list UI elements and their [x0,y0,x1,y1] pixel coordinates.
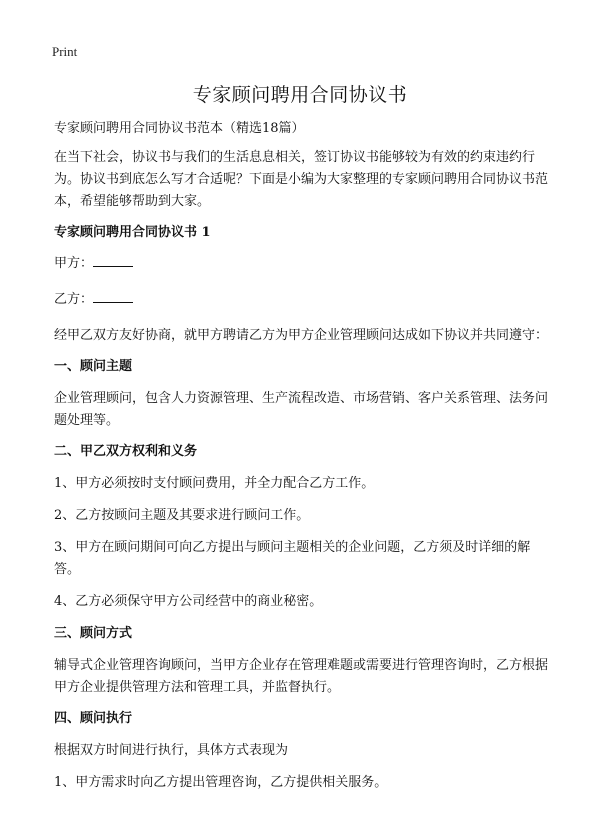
rights-item-1: 1、甲方必须按时支付顾问费用，并全力配合乙方工作。 [54,476,375,491]
heading-rights: 二、甲乙双方权利和义务 [54,444,198,459]
execution-item-1: 1、甲方需求时向乙方提出管理咨询，乙方提供相关服务。 [54,775,388,790]
party-a-blank [93,252,133,267]
method-paragraph: 辅导式企业管理咨询顾问，当甲方企业存在管理难题或需要进行管理咨询时，乙方根据甲方企业提供管理方法和管理工具，并监督执行。 [54,658,549,695]
subtitle: 专家顾问聘用合同协议书范本（精选18篇） [54,121,305,136]
rights-item-4: 4、乙方必须保守甲方公司经营中的商业秘密。 [54,594,323,609]
heading-topic: 一、顾问主题 [54,359,133,374]
party-a-label: 甲方： [54,256,94,271]
rights-item-2: 2、乙方按顾问主题及其要求进行顾问工作。 [54,508,310,523]
print-link[interactable]: Print [52,44,78,59]
party-b-blank [93,288,133,303]
intro-paragraph: 在当下社会，协议书与我们的生活息息相关，签订协议书能够较为有效的约束违约行为。协议书到底怎么写才合适呢？下面是小编为大家整理的专家顾问聘用合同协议书范本，希望能够帮助到大家。 [54,150,549,209]
section-title: 专家顾问聘用合同协议书 1 [54,225,211,240]
party-b-line [54,288,554,311]
preamble-paragraph: 经甲乙双方友好协商，就甲方聘请乙方为甲方企业管理顾问达成如下协议并共同遵守： [54,328,549,343]
party-a-line [54,252,554,275]
heading-execution: 四、顾问执行 [54,711,133,726]
topic-paragraph: 企业管理顾问，包含人力资源管理、生产流程改造、市场营销、客户关系管理、法务问题处理等。 [54,391,549,428]
execution-paragraph: 根据双方时间进行执行，具体方式表现为 [54,743,289,758]
party-b-label: 乙方： [54,292,94,307]
page-title: 专家顾问聘用合同协议书 [192,84,408,106]
heading-method: 三、顾问方式 [54,626,133,641]
rights-item-3: 3、甲方在顾问期间可向乙方提出与顾问主题相关的企业问题，乙方须及时详细的解答。 [54,540,531,577]
document-body [54,118,554,794]
